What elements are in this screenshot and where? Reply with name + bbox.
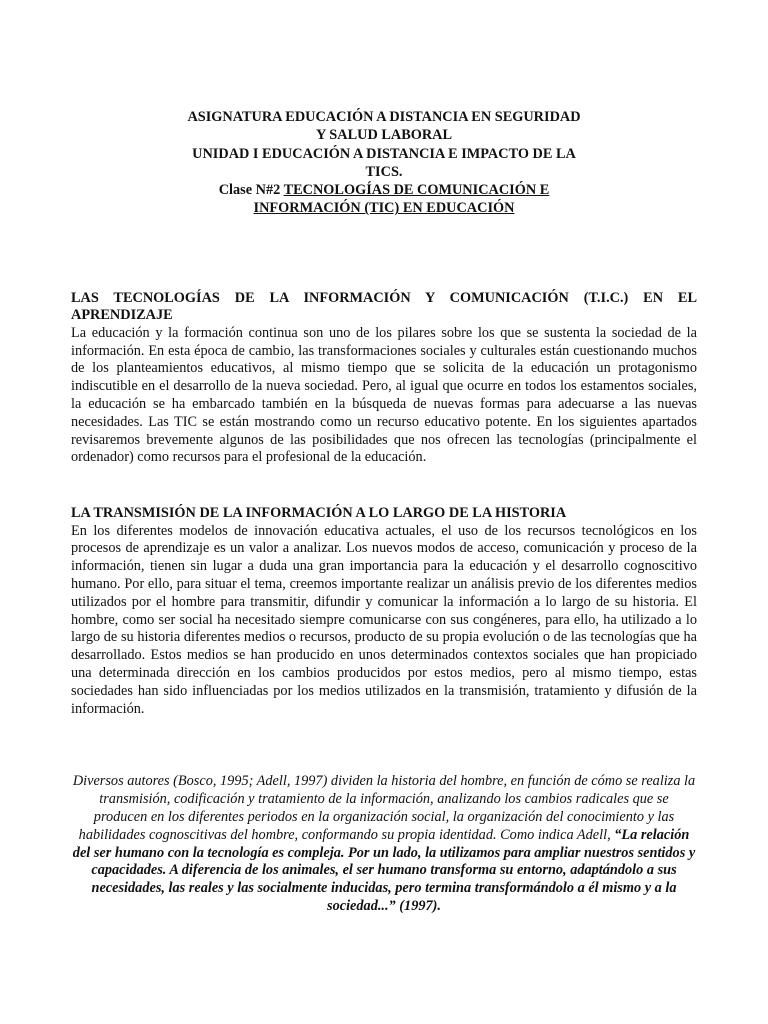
title-line-6 xyxy=(169,199,599,217)
title-line-5 xyxy=(169,181,599,199)
document-page xyxy=(71,108,697,916)
section-2-body: En los diferentes modelos de innovación educativa actuales, el uso de los recursos tecnológicos en los procesos de aprendizaje es un valor a analizar. Los nuevos modos de acceso, comunicación y proceso de la información, tienen sin lugar a duda una gran importancia para la educación y el desarrollo cognoscitivo humano. Por ello, para situar el tema, creemos importante realizar un análisis previo de los diferentes medios utilizados por el hombre para transmitir, difundir y comunicar la información a lo largo de su historia. El hombre, como ser social ha necesitado siempre comunicarse con sus congéneres, para ello, ha utilizado a lo largo de su historia diferentes medios o recursos, producto de su propia evolución o de las tecnologías que ha desarrollado. Estos medios se han producido en unos determinados contextos sociales que han propiciado una determinada dirección en los cambios producidos por estos medios, pero al mismo tiempo, estas sociedades han sido influenciadas por los medios utilizados en la transmisión, tratamiento y difusión de la información. xyxy=(71,522,697,717)
title-line-3: UNIDAD I EDUCACIÓN A DISTANCIA E IMPACTO DE LA xyxy=(192,145,576,162)
class-number: Clase N#2 xyxy=(218,182,284,199)
quote-intro: Diversos autores (Bosco, 1995; Adell, 1997) dividen la historia del hombre, en función de cómo se realiza la transmisión, codificación y tratamiento de la información, analizando los cambios radicales que se producen en los diferentes periodos en la organización social, la organización del conocimiento y las habilidades cognoscitivas del hombre, conformando su propia identidad. Como indica Adell, xyxy=(72,773,696,843)
section-2-heading: LA TRANSMISIÓN DE LA INFORMACIÓN A LO LARGO DE LA HISTORIA xyxy=(71,505,567,522)
section-1-heading: LAS TECNOLOGÍAS DE LA INFORMACIÓN Y COMUNICACIÓN (T.I.C.) EN EL APRENDIZAJE xyxy=(71,289,697,324)
class-topic-part-1: TECNOLOGÍAS DE COMUNICACIÓN E xyxy=(283,182,550,199)
quote-block xyxy=(71,773,697,915)
title-line-2: Y SALUD LABORAL xyxy=(315,127,453,144)
document-title xyxy=(169,108,599,218)
title-line-4: TICS. xyxy=(365,163,403,180)
title-line-1: ASIGNATURA EDUCACIÓN A DISTANCIA EN SEGURIDAD xyxy=(187,109,581,125)
class-topic-part-2: INFORMACIÓN (TIC) EN EDUCACIÓN xyxy=(253,200,515,217)
quote-citation: “La relación del ser humano con la tecnología es compleja. Por un lado, la utilizamos para ampliar nuestros sentidos y capacidades. A diferencia de los animales, el ser humano transforma su entorno, adaptándolo a sus necesidades, las reales y las socialmente inducidas, pero termina transformándolo a él mismo y a la sociedad...” (1997). xyxy=(72,826,696,914)
section-1-body: La educación y la formación continua son uno de los pilares sobre los que se sustenta la sociedad de la información. En esta época de cambio, las transformaciones sociales y culturales están cuestionando muchos de los planteamientos educativos, al mismo tiempo que se solicita de la educación un protagonismo indiscutible en el desarrollo de la nueva sociedad. Pero, al igual que ocurre en todos los estamentos sociales, la educación se ha embarcado también en la búsqueda de nuevas formas para adecuarse a las nuevas necesidades. Las TIC se están mostrando como un recurso educativo potente. En los siguientes apartados revisaremos brevemente algunos de las posibilidades que nos ofrecen las tecnologías (principalmente el ordenador) como recursos para el profesional de la educación. xyxy=(71,324,697,466)
